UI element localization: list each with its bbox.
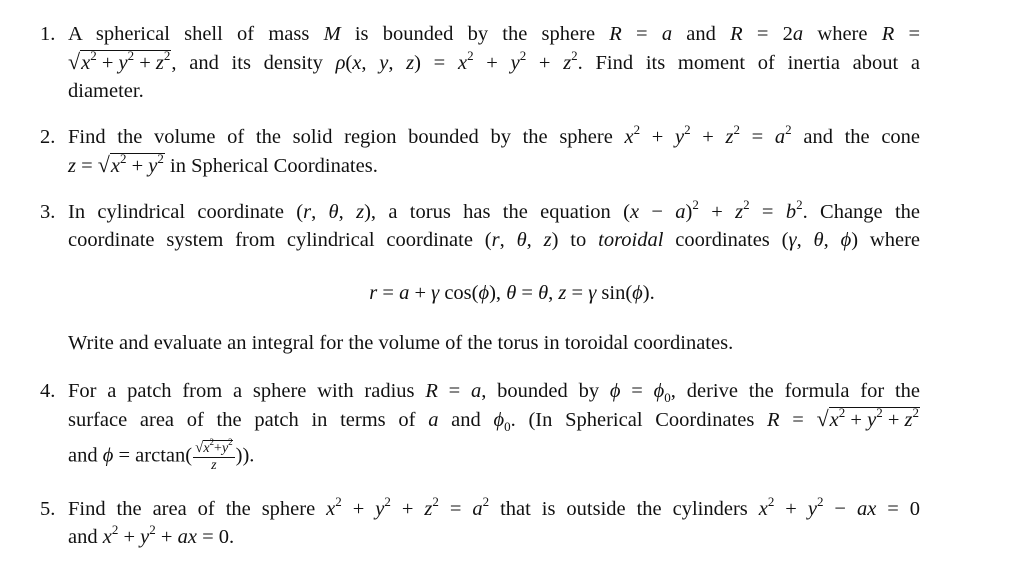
problem-5 xyxy=(40,495,920,551)
problem-3-display-equation: r = a + γ cos(ϕ), θ = θ, z = γ sin(ϕ). xyxy=(369,282,655,304)
problem-3-line-1: In cylindrical coordinate (r, θ, z), a torus has the equation $(x - a)^2 + z^2 = b^2$. Change the xyxy=(68,197,921,223)
problem-2 xyxy=(40,123,920,180)
problem-number: 1. xyxy=(40,23,56,45)
problem-3 xyxy=(40,198,920,254)
problem-3-line-2: coordinate system from cylindrical coordinate (r, θ, z) to toroidal coordinates (γ, θ, ϕ) where xyxy=(68,229,920,251)
problem-5-line-2: and $x^2 + y^2$ + ax = 0. xyxy=(68,522,235,548)
problem-4-line-3: and ϕ = arctan( $\frac{√x^2+y^2}{z}$ )). xyxy=(68,437,255,473)
problem-2-line-1: Find the volume of the solid region bounded by the sphere $x^2 + y^2 + z^2 = a^2$ and the cone xyxy=(68,122,921,148)
problem-number: 4. xyxy=(40,380,56,402)
problem-5-line-1: Find the area of the sphere $x^2 + y^2 + z^2 = a^2$ that is outside the cylinders $x^2 + y^2$ − ax = 0 xyxy=(68,494,921,520)
problem-4 xyxy=(40,377,920,474)
fraction-expression: $\frac{√x^2+y^2}{z}$ xyxy=(195,437,233,473)
problem-1 xyxy=(40,20,920,105)
problem-number: 5. xyxy=(40,498,56,520)
problem-4-line-2: surface area of the patch in terms of a and $\phi_0$. (In Spherical Coordinates $R = √x^2 + y^2 + z^2$ xyxy=(68,405,919,435)
problem-4-line-1: For a patch from a sphere with radius R = a, bounded by $\phi = \phi_0$, derive the formula for the xyxy=(68,380,921,406)
problem-1-line-3: diameter. xyxy=(68,80,144,102)
square-root-expression: $√x^2 + y^2 + z^2$ xyxy=(816,405,919,431)
problem-1-line-1: A spherical shell of mass M is bounded by the sphere R = a and R = 2a where R = xyxy=(68,23,921,45)
problem-3-continuation xyxy=(40,329,920,357)
square-root-expression: $√x^2 + y^2 + z^2$ xyxy=(68,48,171,74)
problem-1-line-2: $√x^2 + y^2 + z^2$, and its density ρ(x, y, $z) = x^2 + y^2 + z^2$. Find its moment of inertia about a xyxy=(68,48,920,77)
square-root-expression: $√x^2 + y^2$ xyxy=(97,151,164,177)
problem-number: 3. xyxy=(40,201,56,223)
problem-2-line-2: $z = √x^2 + y^2$ in Spherical Coordinates. xyxy=(68,151,920,180)
problem-number: 2. xyxy=(40,126,56,148)
problem-3-line-3: Write and evaluate an integral for the volume of the torus in toroidal coordinates. xyxy=(68,332,734,354)
